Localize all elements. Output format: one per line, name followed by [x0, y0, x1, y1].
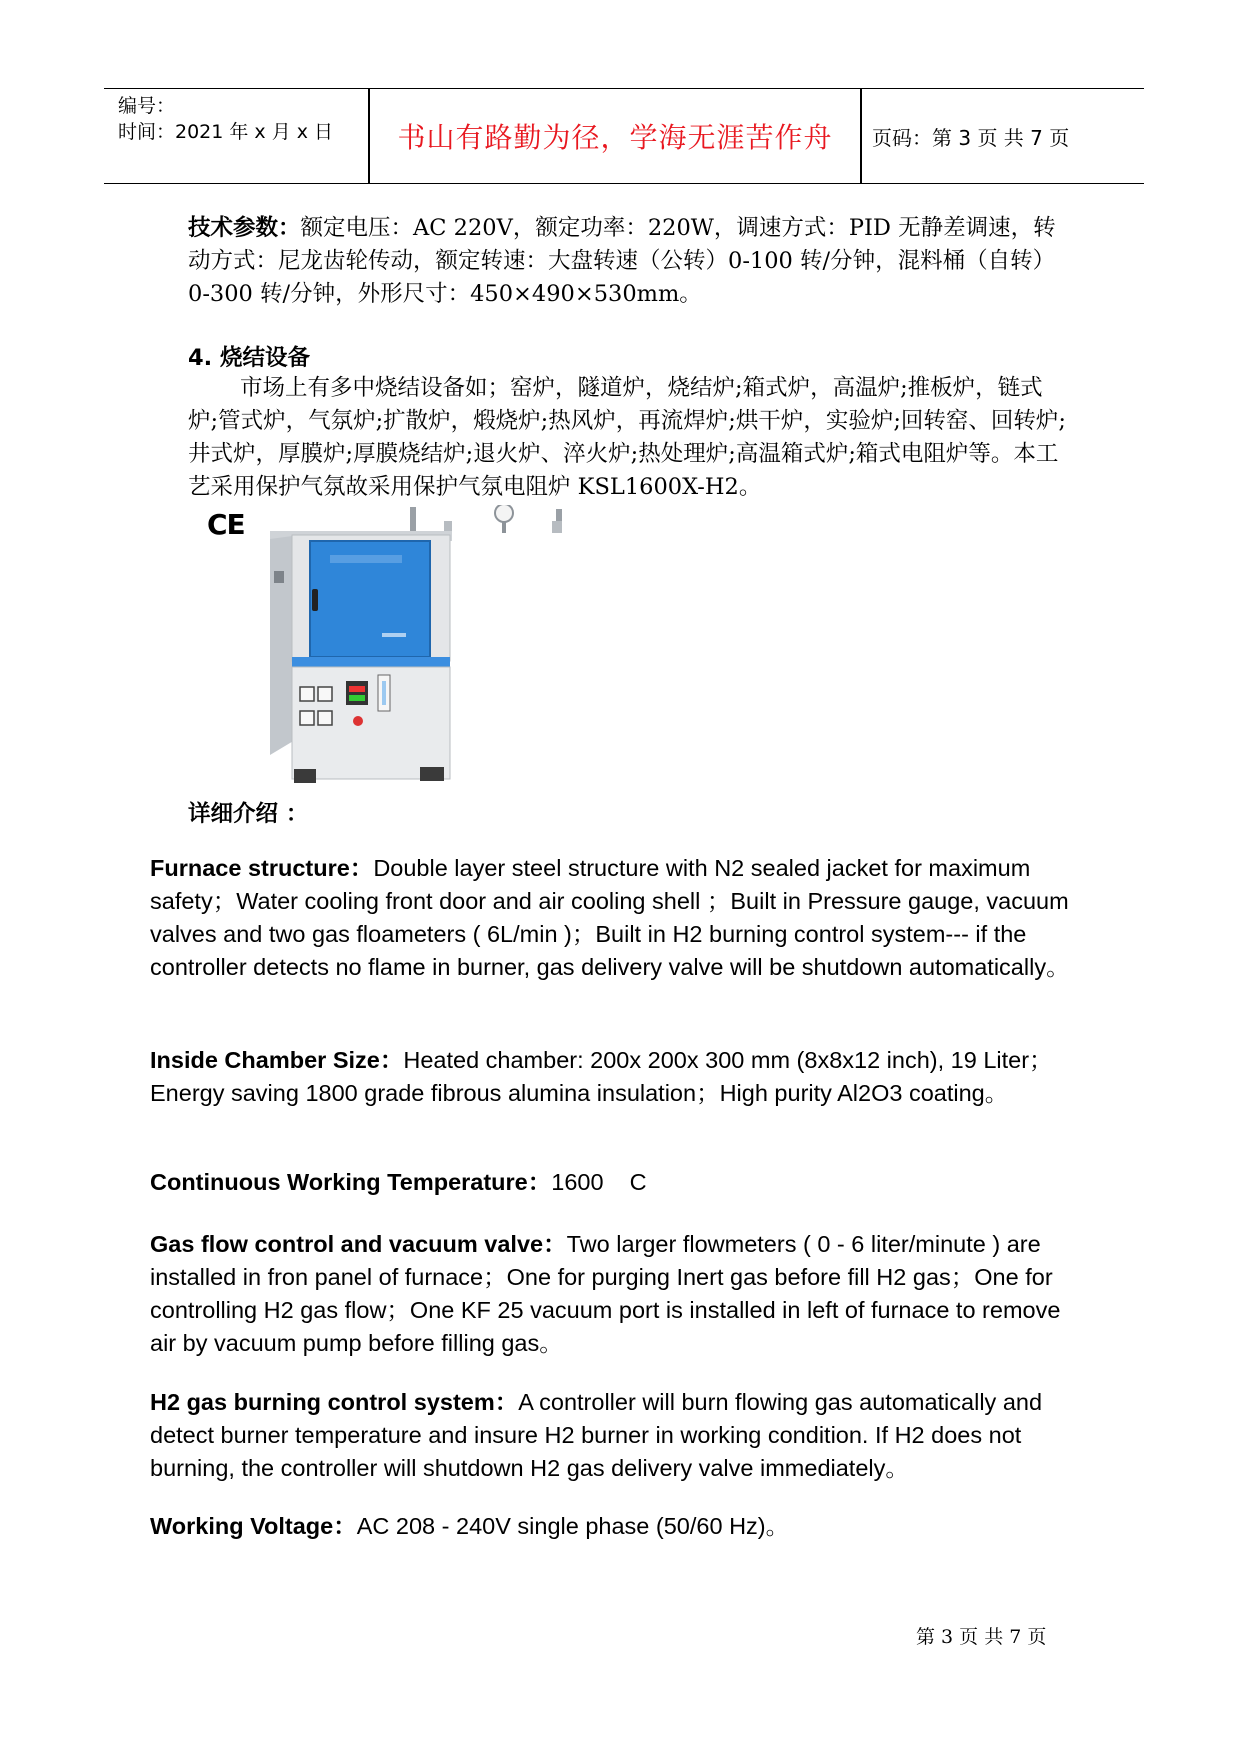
h2-burning-paragraph: [150, 1386, 1070, 1485]
furnace-structure-paragraph: [150, 852, 1070, 984]
page-footer: 第 3 页 共 7 页: [916, 1626, 1047, 1648]
paragraph-label: Continuous Working Temperature：: [150, 1169, 552, 1195]
paragraph-label: Furnace structure：: [150, 855, 374, 881]
paragraph-text: A controller will burn flowing gas automatically and detect burner temperature and insure H2 burner in working condition. If H2 does not burning, the controller will shutdown H2 gas delivery valve immediately。: [150, 1389, 1043, 1481]
chamber-size-paragraph: [150, 1044, 1070, 1110]
header-page-number: 页码：第 3 页 共 7 页: [872, 125, 1070, 150]
paragraph-label: H2 gas burning control system：: [150, 1389, 519, 1415]
header-motto: 书山有路勤为径，学海无涯苦作舟: [397, 121, 833, 154]
document-time-label: 时间：2021 年 x 月 x 日: [118, 121, 334, 143]
working-temperature-paragraph: [150, 1166, 1070, 1199]
paragraph-label: Gas flow control and vacuum valve：: [150, 1231, 567, 1257]
paragraph-text: Two larger flowmeters ( 0 - 6 liter/minute ) are installed in fron panel of furnace；One for purging Inert gas before fill H2 gas；One for controlling H2 gas flow；One KF 25 vacuum port is installed in left of furnace to remove air by vacuum pump before filling gas。: [150, 1231, 1061, 1356]
detail-heading: 详细介绍 ：: [188, 801, 309, 827]
paragraph-text: AC 208 - 240V single phase (50/60 Hz)。: [356, 1513, 790, 1539]
gas-flow-paragraph: [150, 1228, 1070, 1360]
tech-params-paragraph: [188, 212, 1068, 311]
paragraph-text: Heated chamber: 200x 200x 300 mm (8x8x12 inch), 19 Liter；Energy saving 1800 grade fibrous alumina insulation；High purity Al2O3 coating。: [150, 1047, 1053, 1106]
paragraph-text: 1600 C: [551, 1169, 647, 1195]
header-meta-cell: [104, 89, 368, 183]
header-divider: [860, 89, 862, 183]
sintering-paragraph: 市场上有多中烧结设备如；窑炉，隧道炉，烧结炉;箱式炉，高温炉;推板炉，链式炉;管式炉，气氛炉;扩散炉，煅烧炉;热风炉，再流焊炉;烘干炉，实验炉;回转窑、回转炉;井式炉，厚膜炉;厚膜烧结炉;退火炉、淬火炉;热处理炉;高温箱式炉;箱式电阻炉等。本工艺采用保护气氛故采用保护气氛电阻炉 KSL1600X-H2。: [188, 375, 1066, 500]
tech-params-text: 额定电压：AC 220V，额定功率：220W，调速方式：PID 无静差调速，转动方式：尼龙齿轮传动，额定转速：大盘转速（公转）0-100 转/分钟，混料桶（自转）0-300 转/分钟，外形尺寸：450×490×530mm。: [188, 215, 1056, 307]
working-voltage-paragraph: [150, 1510, 1070, 1543]
section-heading: 4. 烧结设备: [188, 345, 311, 371]
tech-params-label: 技术参数：: [188, 215, 301, 241]
paragraph-text: Double layer steel structure with N2 sealed jacket for maximum safety；Water cooling front door and air cooling shell ；Built in Pressure gauge, vacuum valves and two gas floameters ( 6L/min )；Built in H2 burning control system--- if the controller detects no flame in burner, gas delivery valve will be shutdown automatically。: [150, 855, 1070, 980]
document-number-label: 编号：: [118, 95, 176, 117]
page-header: [104, 88, 1144, 184]
paragraph-label: Inside Chamber Size：: [150, 1047, 404, 1073]
ce-mark: CE: [207, 508, 245, 541]
furnace-image: [270, 505, 742, 785]
paragraph-label: Working Voltage：: [150, 1513, 357, 1539]
